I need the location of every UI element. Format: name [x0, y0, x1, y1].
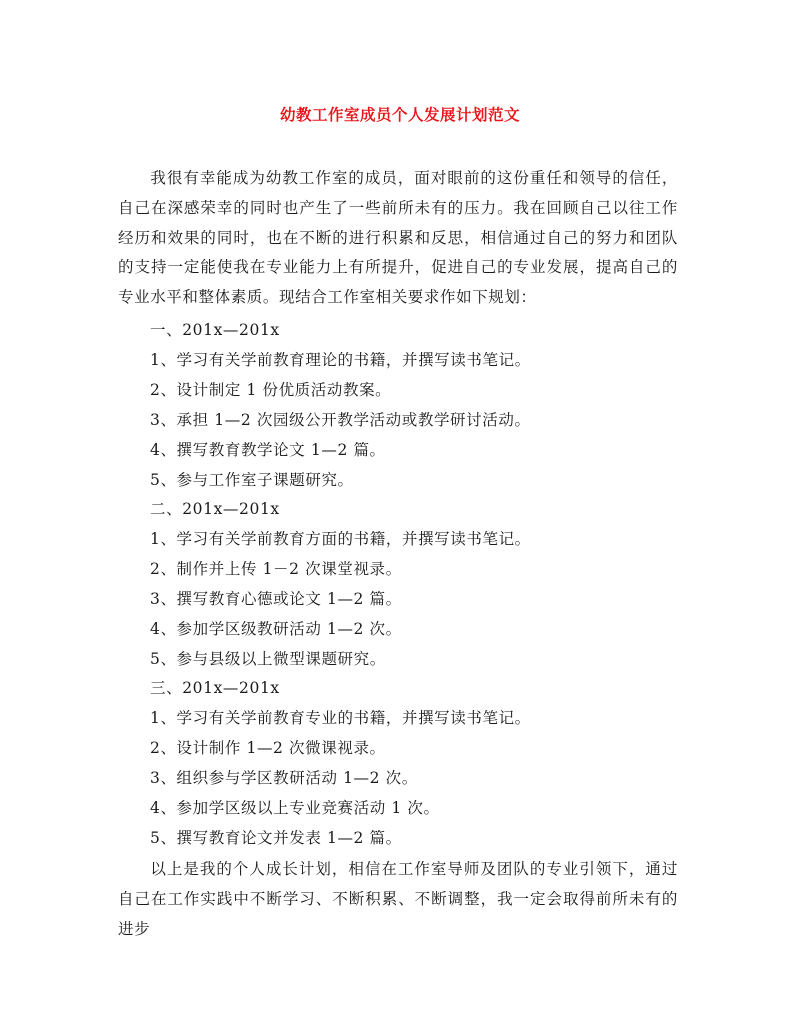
- section-2-item-5: 5、参与县级以上微型课题研究。: [150, 650, 386, 668]
- section-1-item-3: 3、承担 1—2 次园级公开教学活动或教学研讨活动。: [150, 411, 531, 429]
- section-1-item-1: 1、学习有关学前教育理论的书籍，并撰写读书笔记。: [150, 351, 531, 369]
- intro-text: 我很有幸能成为幼教工作室的成员，面对眼前的这份重任和领导的信任，自己在深感荣幸的同时也产生了一些前所未有的压力。我在回顾自己以往工作经历和效果的同时，也在不断的进行积累和反思，相信通过自己的努力和团队的支持一定能使我在专业能力上有所提升，促进自己的专业发展，提高自己的专业水平和整体素质。现结合工作室相关要求作如下规划：: [118, 169, 678, 307]
- section-3-heading: 三、201x—201x: [150, 679, 280, 697]
- section-3-item-2: 2、设计制作 1—2 次微课视录。: [150, 739, 386, 757]
- closing-text: 以上是我的个人成长计划，相信在工作室导师及团队的专业引领下，通过自己在工作实践中不断学习、不断积累、不断调整，我一定会取得前所未有的进步: [118, 860, 678, 938]
- section-3-item-3: 3、组织参与学区教研活动 1—2 次。: [150, 769, 418, 787]
- section-3-item-4: 4、参加学区级以上专业竞赛活动 1 次。: [150, 799, 440, 817]
- intro-paragraph: [118, 164, 678, 313]
- section-2-item-4: 4、参加学区级教研活动 1—2 次。: [150, 620, 402, 638]
- section-2-item-3: 3、撰写教育心德或论文 1—2 篇。: [150, 590, 402, 608]
- section-1-item-5: 5、参与工作室子课题研究。: [150, 471, 354, 489]
- section-2-heading: 二、201x—201x: [150, 500, 280, 518]
- section-2-item-1: 1、学习有关学前教育方面的书籍，并撰写读书笔记。: [150, 530, 531, 548]
- section-3-item-1: 1、学习有关学前教育专业的书籍，并撰写读书笔记。: [150, 709, 531, 727]
- section-1-heading: 一、201x—201x: [150, 321, 280, 339]
- section-1-item-2: 2、设计制定 1 份优质活动教案。: [150, 381, 392, 399]
- section-3-item-5: 5、撰写教育论文并发表 1—2 篇。: [150, 829, 402, 847]
- section-1-item-4: 4、撰写教育教学论文 1—2 篇。: [150, 441, 386, 459]
- closing-paragraph: [118, 855, 678, 944]
- document-title: 幼教工作室成员个人发展计划范文: [279, 106, 520, 124]
- section-2-item-2: 2、制作并上传 1－2 次课堂视录。: [150, 560, 402, 578]
